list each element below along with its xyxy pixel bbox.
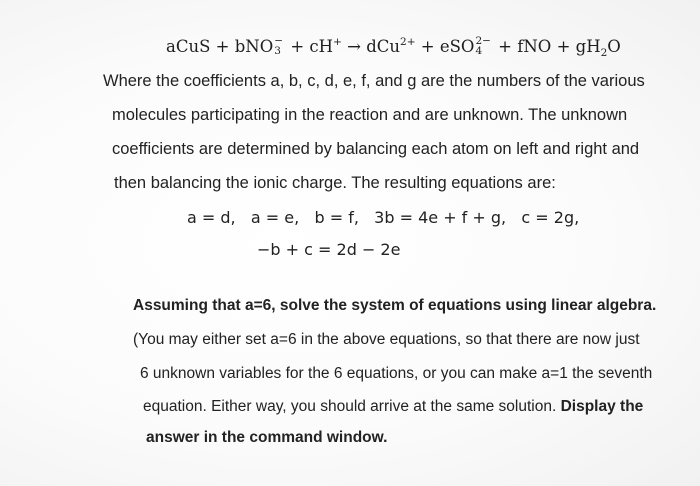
equations-row-1: a = d, a = e, b = f, 3b = 4e + f + g, c = 2g, bbox=[187, 208, 580, 227]
task-line: 6 unknown variables for the 6 equations, or you can make a=1 the seventh bbox=[140, 365, 653, 382]
equations-row-2: −b + c = 2d − 2e bbox=[257, 240, 401, 259]
term-eso4: eSO 2− 4 bbox=[439, 34, 491, 57]
term-gh2o: $gH_2O$ bbox=[575, 37, 621, 60]
plus-sign: + bbox=[556, 37, 571, 56]
task-line: (You may either set a=6 in the above equations, so that there are now just bbox=[133, 331, 640, 348]
task-line-text: equation. Either way, you should arrive at the same solution. bbox=[143, 398, 557, 415]
paragraph-line: molecules participating in the reaction and are unknown. The unknown bbox=[112, 106, 628, 124]
paragraph-line: then balancing the ionic charge. The resulting equations are: bbox=[114, 174, 556, 192]
plus-sign: + bbox=[498, 37, 512, 56]
term-acus: aCuS bbox=[166, 37, 211, 56]
plus-sign: + bbox=[215, 37, 230, 56]
task-line bbox=[143, 397, 643, 417]
term-bno3: bNO − 3 bbox=[234, 34, 284, 57]
task-display-label: Display the bbox=[560, 398, 644, 415]
task-final-line: answer in the command window. bbox=[146, 429, 388, 446]
plus-sign: + bbox=[420, 37, 435, 56]
paragraph-line: Where the coefficients a, b, c, d, e, f, and g are the numbers of the various bbox=[103, 72, 645, 90]
term-fno: fNO bbox=[517, 37, 552, 56]
term-dcu: dCu$^{2+}$ bbox=[366, 35, 416, 56]
plus-sign: + bbox=[290, 37, 305, 56]
reaction-arrow: → bbox=[347, 37, 361, 56]
task-intro: Assuming that a=6, solve the system of equations using linear algebra. bbox=[133, 297, 657, 314]
term-ch: cH+ bbox=[309, 35, 342, 56]
paragraph-line: coefficients are determined by balancing each atom on left and right and bbox=[112, 140, 640, 158]
reaction-equation bbox=[166, 34, 621, 60]
